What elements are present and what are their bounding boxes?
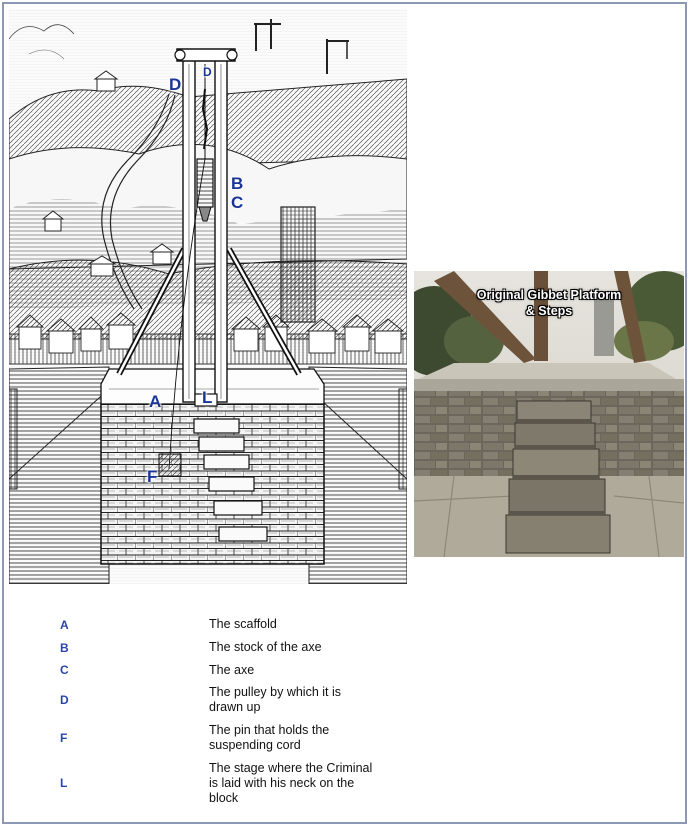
legend-row-l: [52, 758, 472, 808]
callout-d-top: D: [203, 65, 212, 79]
legend-description: The pulley by which it is drawn up: [209, 684, 342, 714]
legend-description: The stage where the Criminal is laid with his neck on the block: [209, 760, 373, 805]
photo-caption: [414, 287, 684, 319]
legend-letter: A: [60, 617, 69, 632]
gibbet-engraving-image: [9, 9, 407, 584]
legend-row-d: [52, 681, 472, 718]
page-frame: [2, 2, 687, 824]
legend-row-b: [52, 636, 472, 659]
legend-row-a: [52, 613, 472, 636]
callout-c: C: [231, 193, 244, 212]
legend-letter: F: [60, 731, 68, 745]
callout-f: F: [147, 467, 158, 486]
legend-row-c: [52, 659, 472, 681]
legend-letter: D: [60, 692, 69, 707]
legend-description: The scaffold: [209, 617, 277, 631]
callout-b: B: [231, 174, 244, 193]
callout-d-left: D: [169, 75, 182, 94]
legend-row-f: [52, 718, 472, 758]
platform-photo: [414, 271, 684, 557]
legend-description: The pin that holds the suspending cord: [209, 723, 330, 752]
legend-list: [52, 613, 472, 808]
callout-l: L: [202, 388, 213, 407]
callout-a: A: [149, 392, 162, 411]
legend-description: The axe: [209, 662, 255, 677]
photo-caption-line1: Original Gibbet Platform: [476, 288, 622, 302]
legend-letter: B: [60, 640, 69, 655]
legend-letter: L: [60, 776, 68, 790]
photo-caption-line2: & Steps: [525, 304, 573, 318]
legend-letter: C: [60, 663, 69, 677]
legend-description: The stock of the axe: [209, 640, 322, 654]
